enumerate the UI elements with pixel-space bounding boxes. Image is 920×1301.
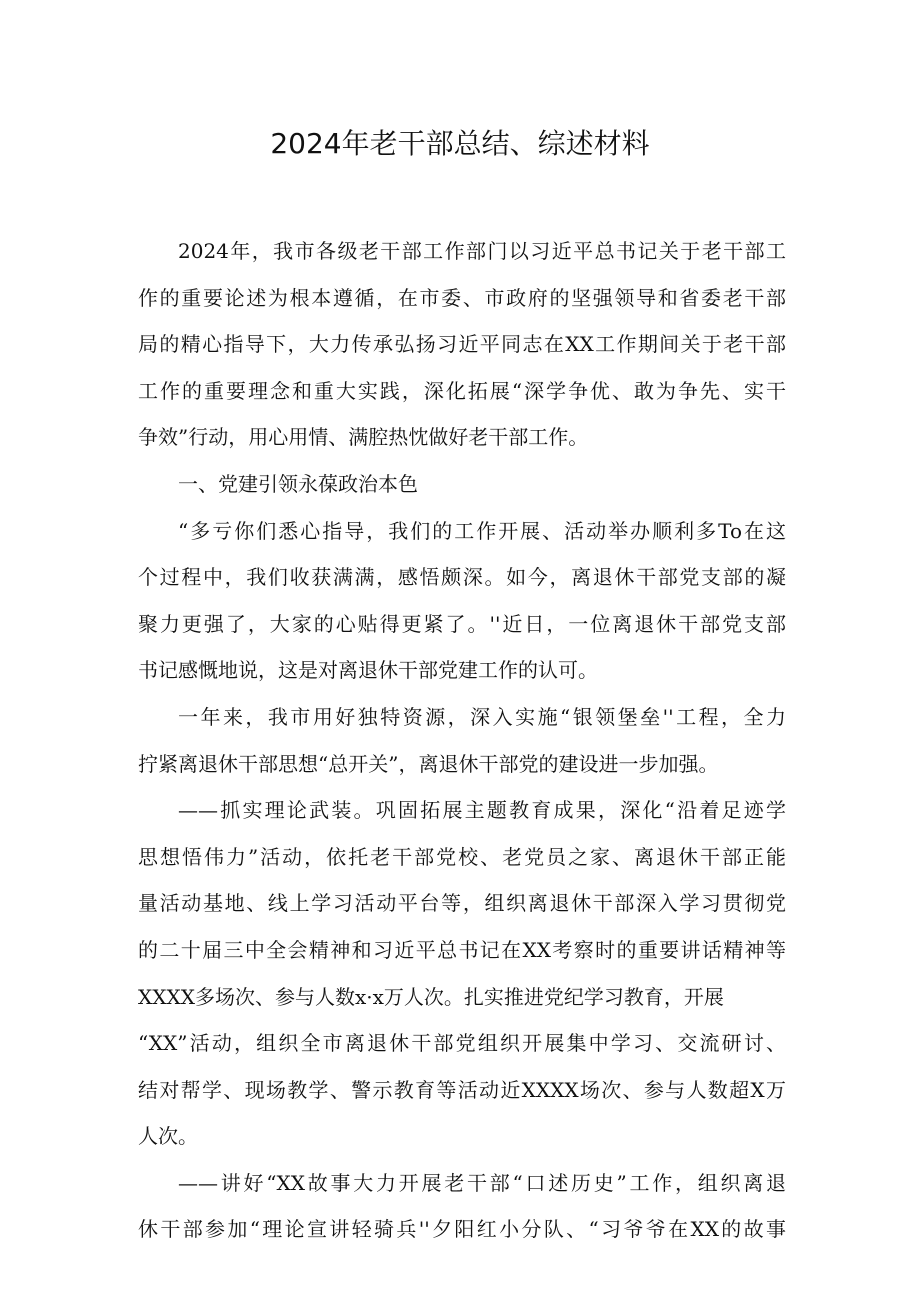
paragraph-4-line-2: 思想悟伟力”活动，依托老干部党校、老党员之家、离退休干部正能 [138,844,786,869]
paragraph-1-line-1: 2024年，我市各级老干部工作部门以习近平总书记关于老干部工 [178,239,786,263]
paragraph-4-line-3: 量活动基地、线上学习活动平台等，组织离退休干部深入学习贯彻党 [138,891,786,916]
document-title: 2024年老干部总结、综述材料 [270,127,650,160]
paragraph-4-line-1: ——抓实理论武装。巩固拓展主题教育成果，深化“沿着足迹学 [178,798,786,823]
paragraph-4-line-6: “XX”活动，组织全市离退休干部党组织开展集中学习、交流研讨、 [138,1031,786,1056]
paragraph-1-line-3: 局的精心指导下，大力传承弘扬习近平同志在XX工作期间关于老干部 [138,332,786,357]
paragraph-4-line-8: 人次。 [138,1124,198,1149]
document-body [138,228,786,1253]
paragraph-5-line-1: ——讲好“XX故事大力开展老干部“口述历史”工作，组织离退 [178,1170,786,1195]
paragraph-3-line-2: 拧紧离退休干部思想“总开关”，离退休干部党的建设进一步加强。 [138,751,719,776]
paragraph-1-line-5: 争效”行动，用心用情、满腔热忱做好老干部工作。 [138,425,589,450]
paragraph-1-line-2: 作的重要论述为根本遵循，在市委、市政府的坚强领导和省委老干部 [138,285,786,310]
paragraph-4-line-5: XXXX多场次、参与人数x·x万人次。扎实推进党纪学习教育，开展 [138,984,724,1009]
paragraph-1-line-4: 工作的重要理念和重大实践，深化拓展“深学争优、敢为争先、实干 [138,378,786,403]
paragraph-4-line-4: 的二十届三中全会精神和习近平总书记在XX考察时的重要讲话精神等 [138,937,786,962]
paragraph-5-line-2: 休干部参加“理论宣讲轻骑兵''夕阳红小分队、“习爷爷在XX的故事 [138,1217,786,1242]
paragraph-2-line-1: “多亏你们悉心指导，我们的工作开展、活动举办顺利多To在这 [178,518,786,543]
paragraph-2-line-3: 聚力更强了，大家的心贴得更紧了。''近日，一位离退休干部党支部 [138,611,786,636]
paragraph-3-line-1: 一年来，我市用好独特资源，深入实施“银领堡垒''工程，全力 [178,704,786,729]
paragraph-4-line-7: 结对帮学、现场教学、警示教育等活动近XXXX场次、参与人数超X万 [138,1077,786,1102]
paragraph-2-line-4: 书记感慨地说，这是对离退休干部党建工作的认可。 [138,658,598,683]
paragraph-2-line-2: 个过程中，我们收获满满，感悟颇深。如今，离退休干部党支部的凝 [138,565,786,590]
section-heading-1: 一、党建引领永葆政治本色 [178,471,418,496]
